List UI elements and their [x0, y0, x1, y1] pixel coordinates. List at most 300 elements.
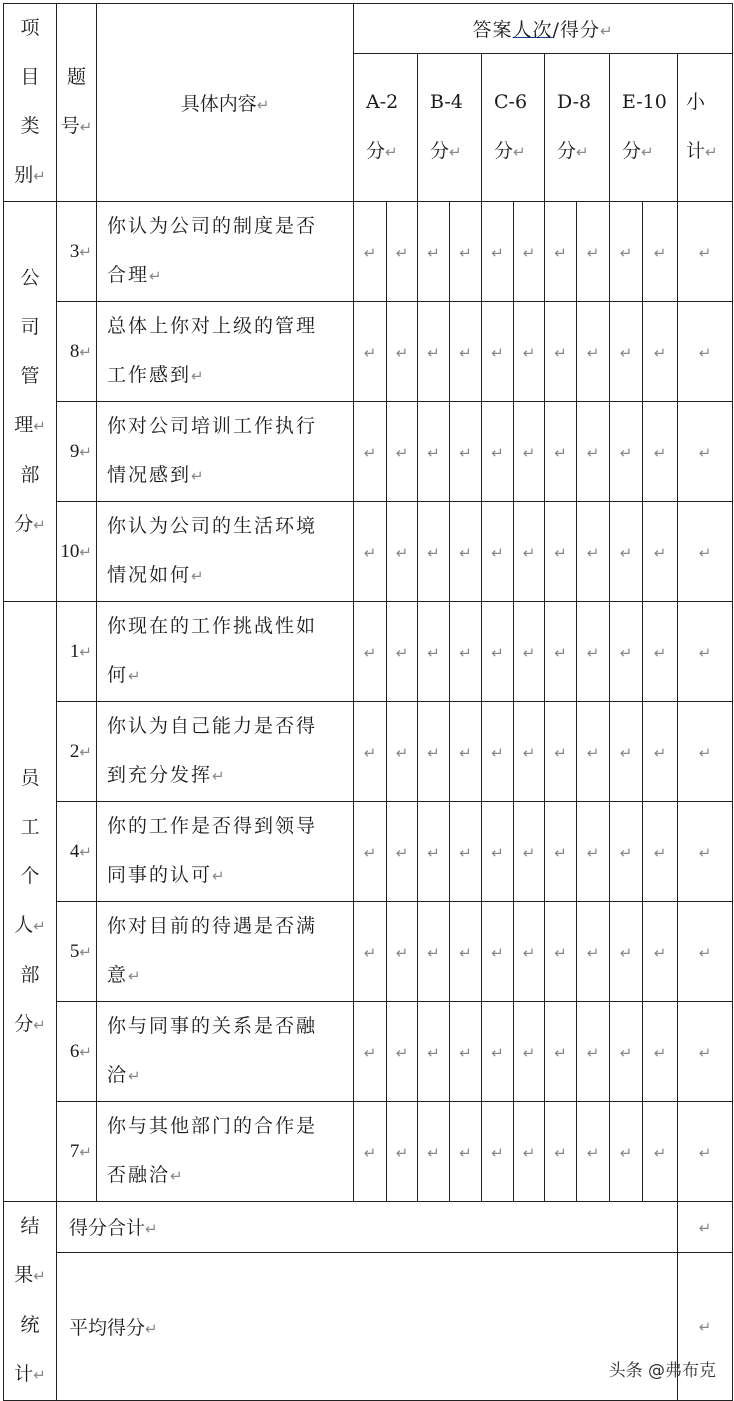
paragraph-mark: ↵ — [513, 143, 526, 161]
paragraph-mark: ↵ — [79, 942, 92, 961]
text: 具体内容 — [180, 93, 257, 115]
text: 1 — [69, 640, 80, 662]
answer-cell[interactable] — [450, 702, 482, 802]
paragraph-mark: ↵ — [653, 943, 667, 962]
paragraph-mark: ↵ — [395, 443, 409, 462]
answer-cell[interactable] — [450, 1102, 482, 1202]
answer-cell[interactable] — [514, 302, 545, 402]
paragraph-mark: ↵ — [395, 243, 409, 262]
paragraph-mark: ↵ — [522, 743, 536, 762]
answer-cell[interactable] — [354, 402, 387, 502]
answer-cell[interactable] — [545, 902, 577, 1002]
paragraph-mark: ↵ — [586, 443, 600, 462]
answer-cell[interactable] — [418, 502, 450, 602]
answer-cell[interactable] — [482, 202, 514, 302]
answer-cell[interactable] — [354, 302, 387, 402]
text: 答案 — [472, 19, 513, 41]
answer-cell[interactable] — [450, 802, 482, 902]
answer-cell[interactable] — [545, 1102, 577, 1202]
answer-cell[interactable] — [545, 802, 577, 902]
paragraph-mark: ↵ — [554, 1043, 567, 1062]
paragraph-mark: ↵ — [698, 1218, 712, 1237]
paragraph-mark: ↵ — [491, 543, 504, 562]
answer-cell[interactable] — [387, 502, 418, 602]
paragraph-mark: ↵ — [33, 916, 46, 935]
answer-cell[interactable] — [610, 302, 643, 402]
vertical-char: 号↵ — [60, 115, 93, 137]
paragraph-mark: ↵ — [363, 643, 377, 662]
answer-cell[interactable] — [387, 1102, 418, 1202]
paragraph-mark: ↵ — [33, 167, 46, 185]
answer-cell[interactable] — [643, 202, 678, 302]
answer-cell[interactable] — [450, 902, 482, 1002]
paragraph-mark: ↵ — [586, 1143, 600, 1162]
answer-cell[interactable] — [418, 302, 450, 402]
question-row — [4, 902, 733, 1002]
paragraph-mark: ↵ — [522, 1143, 536, 1162]
paragraph-mark: ↵ — [698, 1143, 712, 1162]
answer-cell[interactable] — [610, 402, 643, 502]
paragraph-mark: ↵ — [170, 1167, 185, 1185]
answer-cell[interactable] — [450, 402, 482, 502]
answer-cell[interactable] — [387, 902, 418, 1002]
answer-cell[interactable] — [387, 1002, 418, 1102]
average-label — [57, 1252, 678, 1400]
answer-cell[interactable] — [610, 202, 643, 302]
answer-cell[interactable] — [354, 202, 387, 302]
survey-table — [3, 3, 733, 1401]
vertical-char: 结 — [20, 1215, 40, 1237]
paragraph-mark: ↵ — [395, 543, 409, 562]
answer-cell[interactable] — [482, 402, 514, 502]
paragraph-mark: ↵ — [363, 943, 377, 962]
paragraph-mark: ↵ — [427, 943, 440, 962]
paragraph-mark: ↵ — [79, 342, 92, 361]
paragraph-mark: ↵ — [698, 643, 712, 662]
paragraph-mark: ↵ — [191, 367, 206, 385]
answer-cell[interactable] — [514, 602, 545, 702]
paragraph-mark: ↵ — [619, 643, 633, 662]
paragraph-mark: ↵ — [427, 243, 440, 262]
paragraph-mark: ↵ — [191, 567, 206, 585]
answer-cell[interactable] — [577, 402, 610, 502]
question-number — [57, 802, 97, 902]
paragraph-mark: ↵ — [619, 443, 633, 462]
answer-cell[interactable] — [387, 702, 418, 802]
text: 8 — [69, 340, 80, 362]
answer-cell[interactable] — [418, 202, 450, 302]
answer-cell[interactable] — [482, 502, 514, 602]
paragraph-mark: ↵ — [698, 1043, 712, 1062]
answer-cell[interactable] — [545, 302, 577, 402]
paragraph-mark: ↵ — [619, 543, 633, 562]
answer-cell[interactable] — [577, 202, 610, 302]
paragraph-mark: ↵ — [698, 243, 712, 262]
section-name — [4, 602, 57, 1202]
text: 5 — [69, 940, 80, 962]
answer-cell[interactable] — [577, 502, 610, 602]
text: 你的工作是否得到领导 — [107, 815, 318, 837]
answer-cell[interactable] — [610, 1102, 643, 1202]
question-row — [4, 802, 733, 902]
subtotal-cell[interactable] — [678, 1102, 733, 1202]
text: C-6 — [494, 91, 528, 113]
text: 同事的认可↵ — [107, 864, 227, 886]
paragraph-mark: ↵ — [363, 743, 377, 762]
paragraph-mark: ↵ — [522, 643, 536, 662]
paragraph-mark: ↵ — [619, 843, 633, 862]
paragraph-mark: ↵ — [33, 416, 46, 435]
paragraph-mark: ↵ — [427, 543, 440, 562]
subtotal-header — [678, 54, 733, 202]
text: 情况如何↵ — [107, 564, 206, 586]
text: 9 — [69, 440, 80, 462]
paragraph-mark: ↵ — [212, 767, 227, 785]
answer-cell[interactable] — [610, 1002, 643, 1102]
answer-cell[interactable] — [643, 702, 678, 802]
text: 你与同事的关系是否融 — [107, 1015, 318, 1037]
subtotal-cell[interactable] — [678, 702, 733, 802]
paragraph-mark: ↵ — [427, 1143, 440, 1162]
answer-cell[interactable] — [545, 202, 577, 302]
question-content — [97, 202, 354, 302]
subtotal-cell[interactable] — [678, 802, 733, 902]
answer-cell[interactable] — [482, 902, 514, 1002]
text: E-10 — [622, 91, 667, 113]
answer-cell[interactable] — [643, 1102, 678, 1202]
text: D-8 — [557, 91, 592, 113]
paragraph-mark: ↵ — [653, 743, 667, 762]
paragraph-mark: ↵ — [491, 343, 504, 362]
question-row — [4, 402, 733, 502]
paragraph-mark: ↵ — [619, 243, 633, 262]
answer-cell[interactable] — [577, 1002, 610, 1102]
paragraph-mark: ↵ — [363, 343, 377, 362]
watermark: 头条 @弗布克 — [608, 1361, 716, 1381]
text: 6 — [69, 1040, 80, 1062]
paragraph-mark: ↵ — [698, 543, 712, 562]
paragraph-mark: ↵ — [522, 1043, 536, 1062]
paragraph-mark: ↵ — [79, 742, 92, 761]
paragraph-mark: ↵ — [79, 542, 92, 561]
paragraph-mark: ↵ — [522, 243, 536, 262]
answer-cell[interactable] — [418, 902, 450, 1002]
paragraph-mark: ↵ — [128, 967, 143, 985]
paragraph-mark: ↵ — [385, 143, 398, 161]
answer-cell[interactable] — [610, 902, 643, 1002]
text: B-4 — [430, 91, 463, 113]
paragraph-mark: ↵ — [491, 243, 504, 262]
answer-cell[interactable] — [418, 702, 450, 802]
answer-cell[interactable] — [418, 1002, 450, 1102]
answer-cell[interactable] — [482, 302, 514, 402]
paragraph-mark: ↵ — [395, 643, 409, 662]
text: A-2 — [366, 91, 399, 113]
text: 你与其他部门的合作是 — [107, 1115, 318, 1137]
answer-cell[interactable] — [514, 502, 545, 602]
paragraph-mark: ↵ — [586, 243, 600, 262]
text: 情况感到↵ — [107, 464, 206, 486]
answer-cell[interactable] — [482, 1102, 514, 1202]
text: 你认为自己能力是否得 — [107, 715, 318, 737]
answer-cell[interactable] — [577, 1102, 610, 1202]
paragraph-mark: ↵ — [79, 1042, 92, 1061]
paragraph-mark: ↵ — [79, 242, 92, 261]
vertical-char: 理↵ — [14, 413, 46, 436]
answer-cell[interactable] — [418, 1102, 450, 1202]
answer-cell[interactable] — [514, 702, 545, 802]
question-row — [4, 1102, 733, 1202]
vertical-char: 部 — [20, 963, 40, 986]
total-label — [57, 1202, 678, 1253]
paragraph-mark: ↵ — [395, 1143, 409, 1162]
paragraph-mark: ↵ — [79, 118, 93, 136]
answer-cell[interactable] — [643, 402, 678, 502]
answer-cell[interactable] — [482, 602, 514, 702]
answer-cell[interactable] — [354, 502, 387, 602]
paragraph-mark: ↵ — [619, 1143, 633, 1162]
paragraph-mark: ↵ — [256, 96, 270, 114]
question-content — [97, 702, 354, 802]
paragraph-mark: ↵ — [491, 1043, 504, 1062]
paragraph-mark: ↵ — [641, 143, 654, 161]
subtotal-cell[interactable] — [678, 302, 733, 402]
vertical-char: 目 — [20, 66, 40, 88]
answer-cell[interactable] — [450, 302, 482, 402]
answer-cell[interactable] — [545, 702, 577, 802]
text: 总体上你对上级的管理 — [107, 315, 318, 337]
text: 你认为公司的制度是否 — [107, 215, 318, 237]
vertical-char: 果↵ — [14, 1264, 46, 1286]
text: 分↵ — [557, 140, 589, 162]
text: 你现在的工作挑战性如 — [107, 615, 318, 637]
paragraph-mark: ↵ — [79, 442, 92, 461]
answer-cell[interactable] — [450, 1002, 482, 1102]
paragraph-mark: ↵ — [459, 1043, 472, 1062]
paragraph-mark: ↵ — [79, 1142, 92, 1161]
answer-cell[interactable] — [482, 702, 514, 802]
paragraph-mark: ↵ — [427, 743, 440, 762]
paragraph-mark: ↵ — [653, 1043, 667, 1062]
answer-cell[interactable] — [354, 902, 387, 1002]
paragraph-mark: ↵ — [427, 1043, 440, 1062]
answer-cell[interactable] — [514, 202, 545, 302]
paragraph-mark: ↵ — [586, 643, 600, 662]
answer-cell[interactable] — [418, 402, 450, 502]
paragraph-mark: ↵ — [459, 243, 472, 262]
vertical-char: 分↵ — [14, 512, 46, 535]
paragraph-mark: ↵ — [459, 543, 472, 562]
paragraph-mark: ↵ — [427, 343, 440, 362]
paragraph-mark: ↵ — [395, 343, 409, 362]
paragraph-mark: ↵ — [427, 443, 440, 462]
paragraph-mark: ↵ — [619, 743, 633, 762]
text: /得分 — [552, 19, 600, 41]
answer-cell[interactable] — [450, 602, 482, 702]
text: 4 — [69, 840, 80, 862]
answer-cell[interactable] — [610, 802, 643, 902]
answer-cell[interactable] — [514, 1102, 545, 1202]
answer-cell[interactable] — [450, 202, 482, 302]
question-content — [97, 302, 354, 402]
answer-cell[interactable] — [643, 302, 678, 402]
paragraph-mark: ↵ — [698, 943, 712, 962]
answer-cell[interactable] — [545, 602, 577, 702]
paragraph-mark: ↵ — [459, 943, 472, 962]
answer-cell[interactable] — [577, 902, 610, 1002]
paragraph-mark: ↵ — [149, 267, 164, 285]
answer-cell[interactable] — [482, 802, 514, 902]
paragraph-mark: ↵ — [191, 467, 206, 485]
answer-cell[interactable] — [387, 202, 418, 302]
answer-cell[interactable] — [482, 1002, 514, 1102]
answer-cell[interactable] — [610, 702, 643, 802]
paragraph-mark: ↵ — [698, 843, 712, 862]
answer-cell[interactable] — [514, 402, 545, 502]
paragraph-mark: ↵ — [554, 443, 567, 462]
total-row — [4, 1202, 733, 1253]
paragraph-mark: ↵ — [653, 643, 667, 662]
answer-cell[interactable] — [418, 802, 450, 902]
answer-cell[interactable] — [577, 802, 610, 902]
paragraph-mark: ↵ — [653, 243, 667, 262]
paragraph-mark: ↵ — [459, 1143, 472, 1162]
text: 你对公司培训工作执行 — [107, 415, 318, 437]
answer-cell[interactable] — [643, 502, 678, 602]
paragraph-mark: ↵ — [586, 743, 600, 762]
answer-cell[interactable] — [577, 602, 610, 702]
answer-cell[interactable] — [387, 302, 418, 402]
question-content — [97, 402, 354, 502]
question-content — [97, 1102, 354, 1202]
paragraph-mark: ↵ — [586, 543, 600, 562]
paragraph-mark: ↵ — [554, 243, 567, 262]
subtotal-cell[interactable] — [678, 502, 733, 602]
paragraph-mark: ↵ — [522, 843, 536, 862]
paragraph-mark: ↵ — [653, 543, 667, 562]
choice-header — [418, 54, 482, 202]
paragraph-mark: ↵ — [459, 843, 472, 862]
paragraph-mark: ↵ — [705, 143, 718, 161]
subtotal-cell[interactable] — [678, 1002, 733, 1102]
paragraph-mark: ↵ — [653, 443, 667, 462]
vertical-char: 人↵ — [14, 913, 46, 936]
answer-cell[interactable] — [387, 602, 418, 702]
paragraph-mark: ↵ — [427, 843, 440, 862]
answer-cell[interactable] — [387, 802, 418, 902]
paragraph-mark: ↵ — [522, 943, 536, 962]
subtotal-cell[interactable] — [678, 602, 733, 702]
paragraph-mark: ↵ — [33, 515, 46, 534]
answer-cell[interactable] — [387, 402, 418, 502]
paragraph-mark: ↵ — [619, 943, 633, 962]
vertical-char: 司 — [20, 315, 40, 338]
vertical-char: 题 — [66, 66, 86, 88]
vertical-char: 分↵ — [14, 1012, 46, 1035]
answer-cell[interactable] — [514, 902, 545, 1002]
answer-cell[interactable] — [514, 1002, 545, 1102]
text: 分↵ — [622, 140, 654, 162]
vertical-char: 管 — [20, 364, 40, 387]
question-content — [97, 802, 354, 902]
answer-cell[interactable] — [545, 402, 577, 502]
text: 你认为公司的生活环境 — [107, 515, 318, 537]
answer-cell[interactable] — [354, 1002, 387, 1102]
text: 分↵ — [494, 140, 526, 162]
paragraph-mark: ↵ — [79, 842, 92, 861]
question-number — [57, 1002, 97, 1102]
paragraph-mark: ↵ — [698, 443, 712, 462]
vertical-char: 项 — [20, 17, 40, 39]
choice-header — [545, 54, 610, 202]
question-number — [57, 602, 97, 702]
vertical-char: 计↵ — [14, 1363, 46, 1385]
paragraph-mark: ↵ — [459, 343, 472, 362]
answer-cell[interactable] — [577, 302, 610, 402]
paragraph-mark: ↵ — [522, 443, 536, 462]
answer-cell[interactable] — [354, 1102, 387, 1202]
paragraph-mark: ↵ — [554, 343, 567, 362]
paragraph-mark: ↵ — [653, 843, 667, 862]
paragraph-mark: ↵ — [491, 443, 504, 462]
paragraph-mark: ↵ — [698, 1318, 712, 1337]
answer-cell[interactable] — [643, 902, 678, 1002]
answer-cell[interactable] — [354, 602, 387, 702]
answer-cell[interactable] — [577, 702, 610, 802]
paragraph-mark: ↵ — [128, 667, 143, 685]
question-content — [97, 902, 354, 1002]
answer-cell[interactable] — [610, 602, 643, 702]
total-value-cell[interactable] — [678, 1202, 733, 1253]
paragraph-mark: ↵ — [554, 843, 567, 862]
answer-cell[interactable] — [354, 702, 387, 802]
answer-cell[interactable] — [643, 1002, 678, 1102]
text: 否融洽↵ — [107, 1164, 185, 1186]
qnum-header — [57, 4, 97, 202]
vertical-char: 小 — [686, 91, 706, 113]
question-content — [97, 502, 354, 602]
paragraph-mark: ↵ — [79, 642, 92, 661]
answer-cell[interactable] — [545, 1002, 577, 1102]
question-row — [4, 602, 733, 702]
answer-cell[interactable] — [354, 802, 387, 902]
paragraph-mark: ↵ — [363, 243, 377, 262]
paragraph-mark: ↵ — [363, 443, 377, 462]
answer-cell[interactable] — [610, 502, 643, 602]
paragraph-mark: ↵ — [128, 1067, 143, 1085]
paragraph-mark: ↵ — [619, 1043, 633, 1062]
answer-cell[interactable] — [545, 502, 577, 602]
paragraph-mark: ↵ — [395, 743, 409, 762]
subtotal-cell[interactable] — [678, 402, 733, 502]
answer-cell[interactable] — [643, 802, 678, 902]
answer-cell[interactable] — [643, 602, 678, 702]
answer-cell[interactable] — [418, 602, 450, 702]
answer-cell[interactable] — [450, 502, 482, 602]
text: 分↵ — [430, 140, 462, 162]
paragraph-mark: ↵ — [491, 743, 504, 762]
question-row — [4, 502, 733, 602]
answer-header — [354, 4, 733, 54]
question-row — [4, 302, 733, 402]
paragraph-mark: ↵ — [554, 743, 567, 762]
subtotal-cell[interactable] — [678, 902, 733, 1002]
answer-cell[interactable] — [514, 802, 545, 902]
paragraph-mark: ↵ — [459, 643, 472, 662]
text: 到充分发挥↵ — [107, 764, 227, 786]
subtotal-cell[interactable] — [678, 202, 733, 302]
paragraph-mark: ↵ — [586, 843, 600, 862]
